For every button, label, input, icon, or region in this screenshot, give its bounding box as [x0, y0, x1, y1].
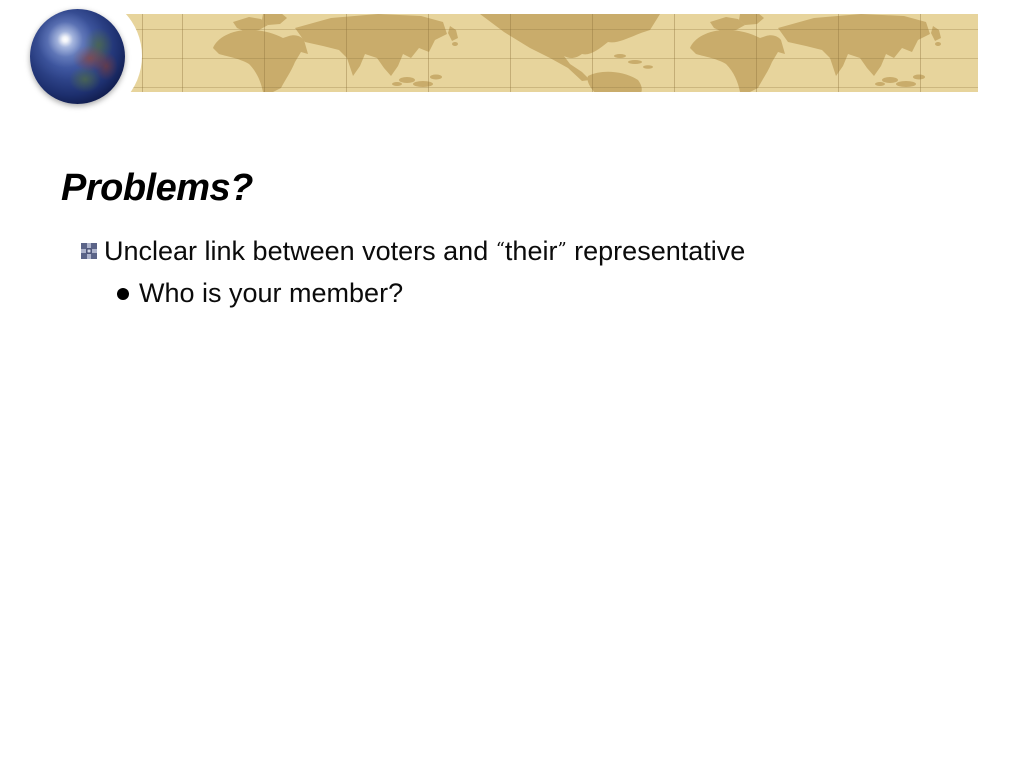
sub-bullet-item: Who is your member?	[139, 278, 404, 308]
bullet-item-1	[104, 235, 745, 269]
map-grid-lines	[118, 14, 978, 92]
close-quote: ”	[557, 239, 567, 260]
dot-bullet-icon	[117, 288, 129, 300]
globe-icon	[30, 9, 125, 104]
bullet-1-post-text: representative	[566, 236, 746, 266]
square-plus-bullet-icon	[81, 243, 97, 259]
quoted-word: their	[504, 236, 558, 266]
bullet-1-pre-text: Unclear link between voters and	[104, 236, 496, 266]
slide-title: Problems?	[61, 167, 253, 209]
world-map-banner	[118, 14, 978, 92]
open-quote: “	[495, 239, 505, 260]
